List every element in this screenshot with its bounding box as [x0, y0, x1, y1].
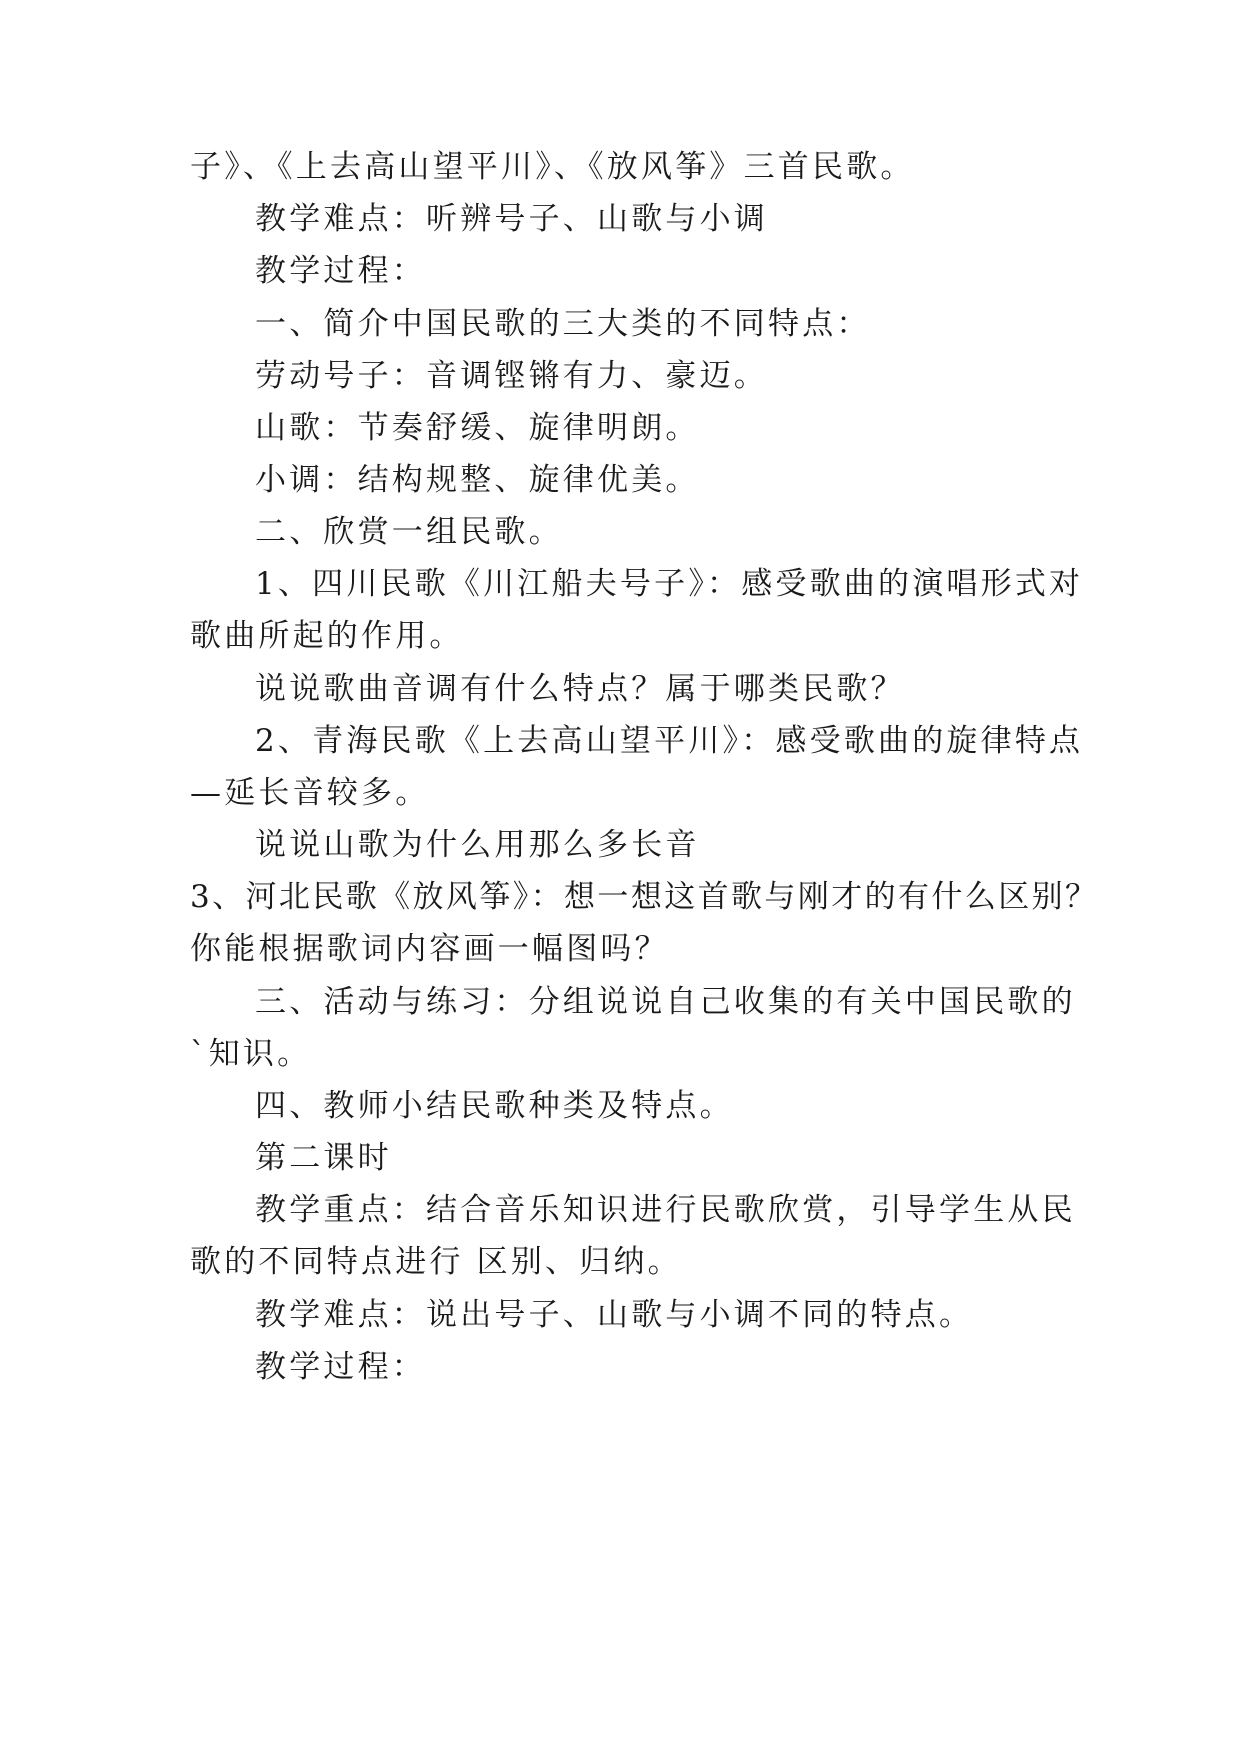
- text-line: 山歌：节奏舒缓、旋律明朗。: [255, 410, 700, 446]
- text-line: 歌曲所起的作用。: [190, 618, 464, 654]
- text-line: 四、教师小结民歌种类及特点。: [255, 1088, 734, 1124]
- text-line: 教学过程：: [255, 253, 426, 289]
- text-line: 子》、《上去高山望平川》、《放风筝》三首民歌。: [190, 149, 915, 185]
- text-line: 3、河北民歌《放风筝》：想一想这首歌与刚才的有什么区别？: [190, 879, 1099, 915]
- text-line: 第二课时: [255, 1140, 392, 1176]
- text-line: —延长音较多。: [190, 775, 430, 811]
- text-line: 说说歌曲音调有什么特点？属于哪类民歌？: [255, 671, 905, 707]
- text-line: 三、活动与练习：分组说说自己收集的有关中国民歌的: [255, 984, 1076, 1020]
- text-line: 歌的不同特点进行 区别、归纳。: [190, 1244, 682, 1280]
- text-line: 教学重点：结合音乐知识进行民歌欣赏，引导学生从民: [255, 1192, 1076, 1228]
- text-line: 小调：结构规整、旋律优美。: [255, 462, 700, 498]
- text-line: 教学过程：: [255, 1349, 426, 1385]
- text-line: 一、简介中国民歌的三大类的不同特点：: [255, 306, 871, 342]
- text-line: 二、欣赏一组民歌。: [255, 514, 563, 550]
- text-line: 教学难点：听辨号子、山歌与小调: [255, 201, 768, 237]
- text-line: 劳动号子：音调铿锵有力、豪迈。: [255, 358, 768, 394]
- text-line: 2、青海民歌《上去高山望平川》：感受歌曲的旋律特点: [255, 723, 1084, 759]
- text-line: 你能根据歌词内容画一幅图吗？: [190, 931, 669, 967]
- text-line: `知识。: [190, 1036, 312, 1072]
- text-line: 说说山歌为什么用那么多长音: [255, 827, 700, 863]
- text-line: 教学难点：说出号子、山歌与小调不同的特点。: [255, 1297, 974, 1333]
- text-line: 1、四川民歌《川江船夫号子》：感受歌曲的演唱形式对: [255, 566, 1084, 602]
